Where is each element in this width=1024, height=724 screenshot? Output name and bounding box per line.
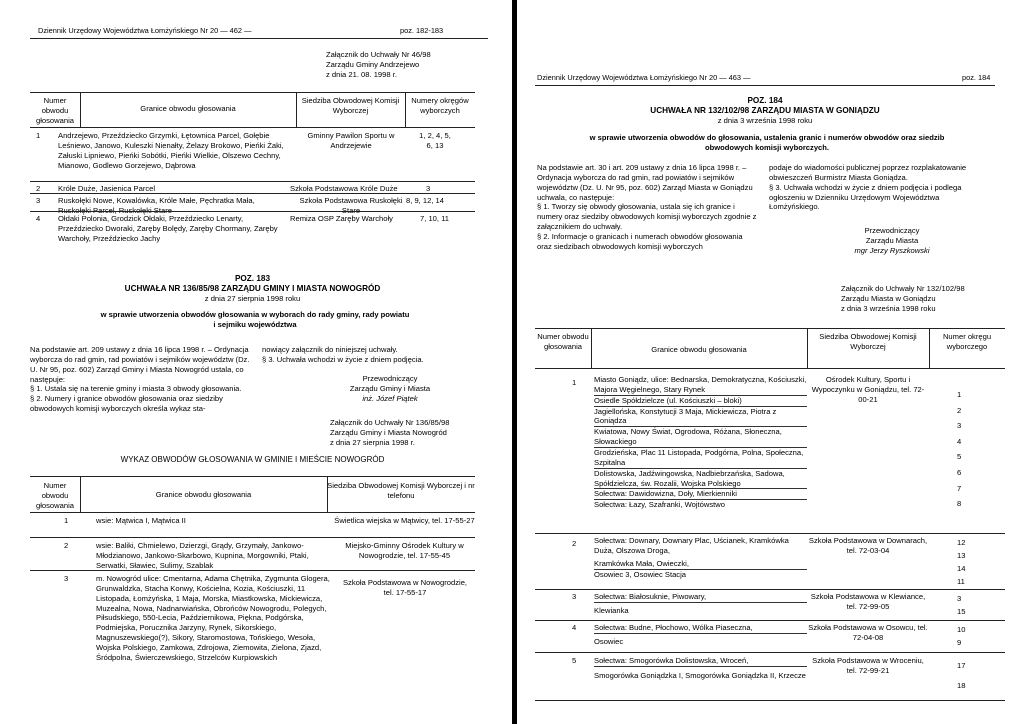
position-number: POZ. 183 — [234, 274, 271, 283]
left-page: Dziennik Urzędowy Województwa Łomżyńskiego Nr 20 — 462 — poz. 182-183 Załącznik do Uchwały Nr 46/98 Zarządu Gminy Andrzejewo z dnia 21. 08. 1998 r. Numer obwodu głosowania Granice obwodu głosowania Siedziba Obwodowej Komisji Wyborczej Numery okręgów wyborczych 1 Andrzejewo, Przeździecko Grzymki, Łętownica Parcel, Gołębie Leśniewo, Janowo, Kuleszki Nienałty, Żelazy Brokowo, Pieńki Żaki, Załuski Lipniewo, Pieńki Sobótki, Pieńki Wielkie, Olszewo Cechny, Mianowo, Godlewo Gorzejewo, Dąbrowa Gminny Pawilon Sportu w Andrzejewie 1, 2, 4, 5, 6, 13 2 Króle Duże, Jasienica Parcel Szkoła Podstawowa Króle Duże 3 3 Ruskołęki Nowe, Kowalówka, Króle Małe, Pęchratka Mała, Ruskołęki Parcel, Ruskołęki Stare Szkoła Podstawowa Ruskołęki Stare 8, 9, 12, 14 4 Ołdaki Polonia, Grodzick Ołdaki, Przeździecko Lenarty, Przeździecko Dworaki, Zaręby Bolędy, Zaręby Chormany, Zaręby Warchoły, Przeździecko Jachy Remiza OSP Zaręby Warchoły 7, 10, 11 POZ. 183 UCHWAŁA NR 136/85/98 ZARZĄDU GMINY I MIASTA NOWOGRÓD z dnia 27 sierpnia 1998 roku w sprawie utworzenia obwodów głosowania w wyborach do rady gminy, rady powiatu i sejmiku województwa Na podstawie art. 209 ustawy z dnia 16 lipca 1998 r. – Ordynacja wyborcza do rad gmin, rad powiatów i sejmików województw (Dz. U. Nr 95, poz. 602) Zarząd Gminy i Miasta Nowogród ustala, co następuje: § 1. Ustala się na terenie gminy i miasta 3 obwody głosowania. § 2. Numery i granice obwodów głosowania oraz siedziby obwodowych komisji wyborczych określa wykaz sta- nowiący załącznik do niniejszej uchwały. § 3. Uchwała wchodzi w życie z dniem podjęcia. Przewodniczący Zarządu Gminy i Miasta inż. Józef Piątek Załącznik do Uchwały Nr 136/85/98 Zarządu Gminy i Miasta Nowogród z dnia 27 sierpnia 1998 r. WYKAZ OBWODÓW GŁOSOWANIA W GMINIE I MIEŚCIE NOWOGRÓD Numer obwodu głosowania Granice obwodu głosowania Siedziba Obwodowej Komisji Wyborczej i nr telefonu 1 wsie: Mątwica I, Mątwica II Świetlica wiejska w Mątwicy, tel. 17-55-27 2 wsie: Baliki, Chmielewo, Dzierzgi, Grądy, Grzymały, Jankowo-Młodzianowo, Jankowo-Skarbowo, Kupnina, Morgowniki, Ptaki, Serwatki, Sławiec, Sulimy, Szablak Miejsko-Gminny Ośrodek Kultury w Nowogrodzie, tel. 17-55-45 3 m. Nowogród ulice: Cmentarna, Adama Chętnika, Zygmunta Glogera, Grunwaldzka, Stacha Konwy, Kościelna, Kozia, Kościuszki, 11 Listopada, Łomżyńska, 1 Maja, Morska, Miastkowska, Mickiewicza, Muzealna, Nowa, Nadnarwiańska, Obrońców Nowogrodu, Polegych, Piłsudskiego, 550-Lecia, Październikowa, Piękna, Podgórska, Podmiejska, Porucznika Jarzyny, Rynek, Sikorskiego, Magnuszewskiego(?), Sikory, Staromostowa, Tońskiego, Wesoła, Wojska Polskiego, Zamkowa, Zdrojowa, Ziemowita, Zielona, Zjazd, Śródpolna, Świerczewskiego, Strzelców Kurpiowskich Szkoła Podstawowa w Nowogrodzie, tel. 17-55-17 — [0, 0, 512, 724]
resolution-body-left: Na podstawie art. 30 i art. 209 ustawy z dnia 16 lipca 1998 r. – Ordynacja wyborcza do rad gmin, rad powiatów i sejmików województw (Dz. U. Nr 95, poz. 602) Zarząd Miasta w Goniądzu uchwala, co następuje: § 1. Tworzy się obwody głosowania, ustala się ich granice i numery oraz siedziby obwodowych komisji wyborczych zgodnie z załącznikiem do uchwały. § 2. Informacje o granicach i numerach obwodów głosowania oraz siedzibach obwodowych komisji wyborczych — [537, 163, 757, 251]
signature-block: Przewodniczący Zarządu Miasta mgr Jerzy Ryszkowski — [854, 226, 930, 255]
attachment-note: Załącznik do Uchwały Nr 46/98 Zarządu Gminy Andrzejewo z dnia 21. 08. 1998 r. — [326, 50, 431, 79]
page-header-right: poz. 182-183 — [400, 26, 444, 35]
col-header: Numery okręgów wyborczych — [411, 96, 469, 115]
resolution-title: UCHWAŁA NR 136/85/98 ZARZĄDU GMINY I MIASTA NOWOGRÓD — [124, 284, 381, 293]
col-header: Numer obwodu głosowania — [36, 96, 74, 125]
signature-block: Przewodniczący Zarządu Gminy i Miasta inż. Józef Piątek — [349, 374, 431, 403]
col-header: Numer obwodu głosowania — [36, 481, 74, 510]
col-header: Granice obwodu głosowania — [651, 345, 747, 354]
resolution-body-left: Na podstawie art. 209 ustawy z dnia 16 lipca 1998 r. – Ordynacja wyborcza do rad gmin, rad powiatów i sejmików województw (Dz. U. Nr 95, poz. 602) Zarząd Gminy i Miasta Nowogród ustala, co następuje: § 1. Ustala się na terenie gminy i miasta 3 obwody głosowania. § 2. Numery i granice obwodów głosowania oraz siedziby obwodowych komisji wyborczych określa wykaz sta- — [30, 345, 250, 414]
resolution-subject: w sprawie utworzenia obwodów do głosowania, ustalenia granic i numerów obwodów oraz siedzib obwodowych komisji wyborczych. — [589, 133, 945, 152]
col-header: Siedziba Obwodowej Komisji Wyborczej i nr telefonu — [327, 481, 475, 500]
resolution-body-right: nowiący załącznik do niniejszej uchwały. § 3. Uchwała wchodzi w życie z dniem podjęcia. — [262, 345, 424, 364]
col-header: Numer obwodu głosowania — [537, 332, 589, 351]
col-header: Siedziba Obwodowej Komisji Wyborczej — [819, 332, 917, 351]
resolution-body-right: podaje do wiadomości publicznej poprzez rozplakatowanie obwieszczeń Burmistrz Miasta Goniądza. § 3. Uchwała wchodzi w życie z dniem podjęcia i podlega ogłoszeniu w Dzienniku Urzędowym Województwa Łomżyńskiego. — [769, 163, 967, 212]
right-page: Dziennik Urzędowy Województwa Łomżyńskiego Nr 20 — 463 — poz. 184 POZ. 184 UCHWAŁA NR 132/102/98 ZARZĄDU MIASTA W GONIĄDZU z dnia 3 września 1998 roku w sprawie utworzenia obwodów do głosowania, ustalenia granic i numerów obwodów oraz siedzib obwodowych komisji wyborczych. Na podstawie art. 30 i art. 209 ustawy z dnia 16 lipca 1998 r. – Ordynacja wyborcza do rad gmin, rad powiatów i sejmików województw (Dz. U. Nr 95, poz. 602) Zarząd Miasta w Goniądzu uchwala, co następuje: § 1. Tworzy się obwody głosowania, ustala się ich granice i numery oraz siedziby obwodowych komisji wyborczych zgodnie z załącznikiem do uchwały. § 2. Informacje o granicach i numerach obwodów głosowania oraz siedzibach obwodowych komisji wyborczych podaje do wiadomości publicznej poprzez rozplakatowanie obwieszczeń Burmistrz Miasta Goniądza. § 3. Uchwała wchodzi w życie z dniem podjęcia i podlega ogłoszeniu w Dzienniku Urzędowym Województwa Łomżyńskiego. Przewodniczący Zarządu Miasta mgr Jerzy Ryszkowski Załącznik do Uchwały Nr 132/102/98 Zarządu Miasta w Goniądzu z dnia 3 września 1998 roku Numer obwodu głosowania Granice obwodu głosowania Siedziba Obwodowej Komisji Wyborczej Numer okręgu wyborczego 1 Miasto Goniądz, ulice: Bednarska, Demokratyczna, Kościuszki, Majora Węgielnego, Stary Rynek Osiedle Spółdzielcze (ul. Kościuszki – bloki) Jagiellońska, Konstytucji 3 Maja, Mickiewicza, Piotra z Goniądza Kwiatowa, Nowy Świat, Ogrodowa, Różana, Słoneczna, Słowackiego Grodzieńska, Plac 11 Listopada, Podgórna, Polna, Społeczna, Szpitalna Dolistowska, Jadźwingowska, Nadbiebrzańska, Sadowa, Spółdzielcza, św. Rozalii, Wojska Polskiego Sołectwa: Dawidowizna, Doły, Mierkienniki Sołectwa: Łazy, Szafranki, Wojtówstwo Ośrodek Kultury, Sportu i Wypoczynku w Goniądzu, tel. 72-00-21 1 2 3 4 5 6 7 8 2 Sołectwa: Downary, Downary Plac, Uścianek, Kramkówka Duża, Olszowa Droga, Kramkówka Mała, Owieczki, Osowiec 3, Osowiec Stacja Szkoła Podstawowa w Downarach, tel. 72-03-04 12 13 14 11 3 Sołectwa: Białosuknie, Piwowary, Klewianka Szkoła Podstawowa w Klewiance, tel. 72-99-05 3 15 4 Sołectwa: Budne, Płochowo, Wólka Piaseczna, Osowiec Szkoła Podstawowa w Osowcu, tel. 72-04-08 10 9 5 Sołectwa: Smogorówka Dolistowska, Wroceń, Smogorówka Goniądzka I, Smogorówka Goniądzka II, Krzecze Szkoła Podstawowa w Wroceniu, tel. 72-99-21 17 18 — [517, 0, 1024, 724]
col-header: Granice obwodu głosowania — [140, 104, 236, 113]
position-number: POZ. 184 — [747, 96, 783, 105]
page-header-right: poz. 184 — [962, 73, 991, 82]
list-title: WYKAZ OBWODÓW GŁOSOWANIA W GMINIE I MIEŚCIE NOWOGRÓD — [120, 455, 385, 464]
resolution-title: UCHWAŁA NR 132/102/98 ZARZĄDU MIASTA W GONIĄDZU — [650, 106, 880, 115]
resolution-date: z dnia 3 września 1998 roku — [717, 116, 813, 125]
col-header: Numer okręgu wyborczego — [942, 332, 992, 351]
resolution-date: z dnia 27 sierpnia 1998 roku — [204, 294, 301, 303]
page-header-left: Dziennik Urzędowy Województwa Łomżyńskiego Nr 20 — 463 — — [537, 73, 751, 82]
col-header: Siedziba Obwodowej Komisji Wyborczej — [301, 96, 400, 115]
page-header-left: Dziennik Urzędowy Województwa Łomżyńskiego Nr 20 — 462 — — [38, 26, 252, 35]
col-header: Granice obwodu głosowania — [155, 490, 252, 499]
attachment-note: Załącznik do Uchwały Nr 136/85/98 Zarządu Gminy i Miasta Nowogród z dnia 27 sierpnia 1998 r. — [330, 418, 450, 447]
attachment-note: Załącznik do Uchwały Nr 132/102/98 Zarządu Miasta w Goniądzu z dnia 3 września 1998 roku — [841, 284, 965, 313]
resolution-subject: w sprawie utworzenia obwodów głosowania w wyborach do rady gminy, rady powiatu i sejmiku województwa — [100, 310, 410, 329]
